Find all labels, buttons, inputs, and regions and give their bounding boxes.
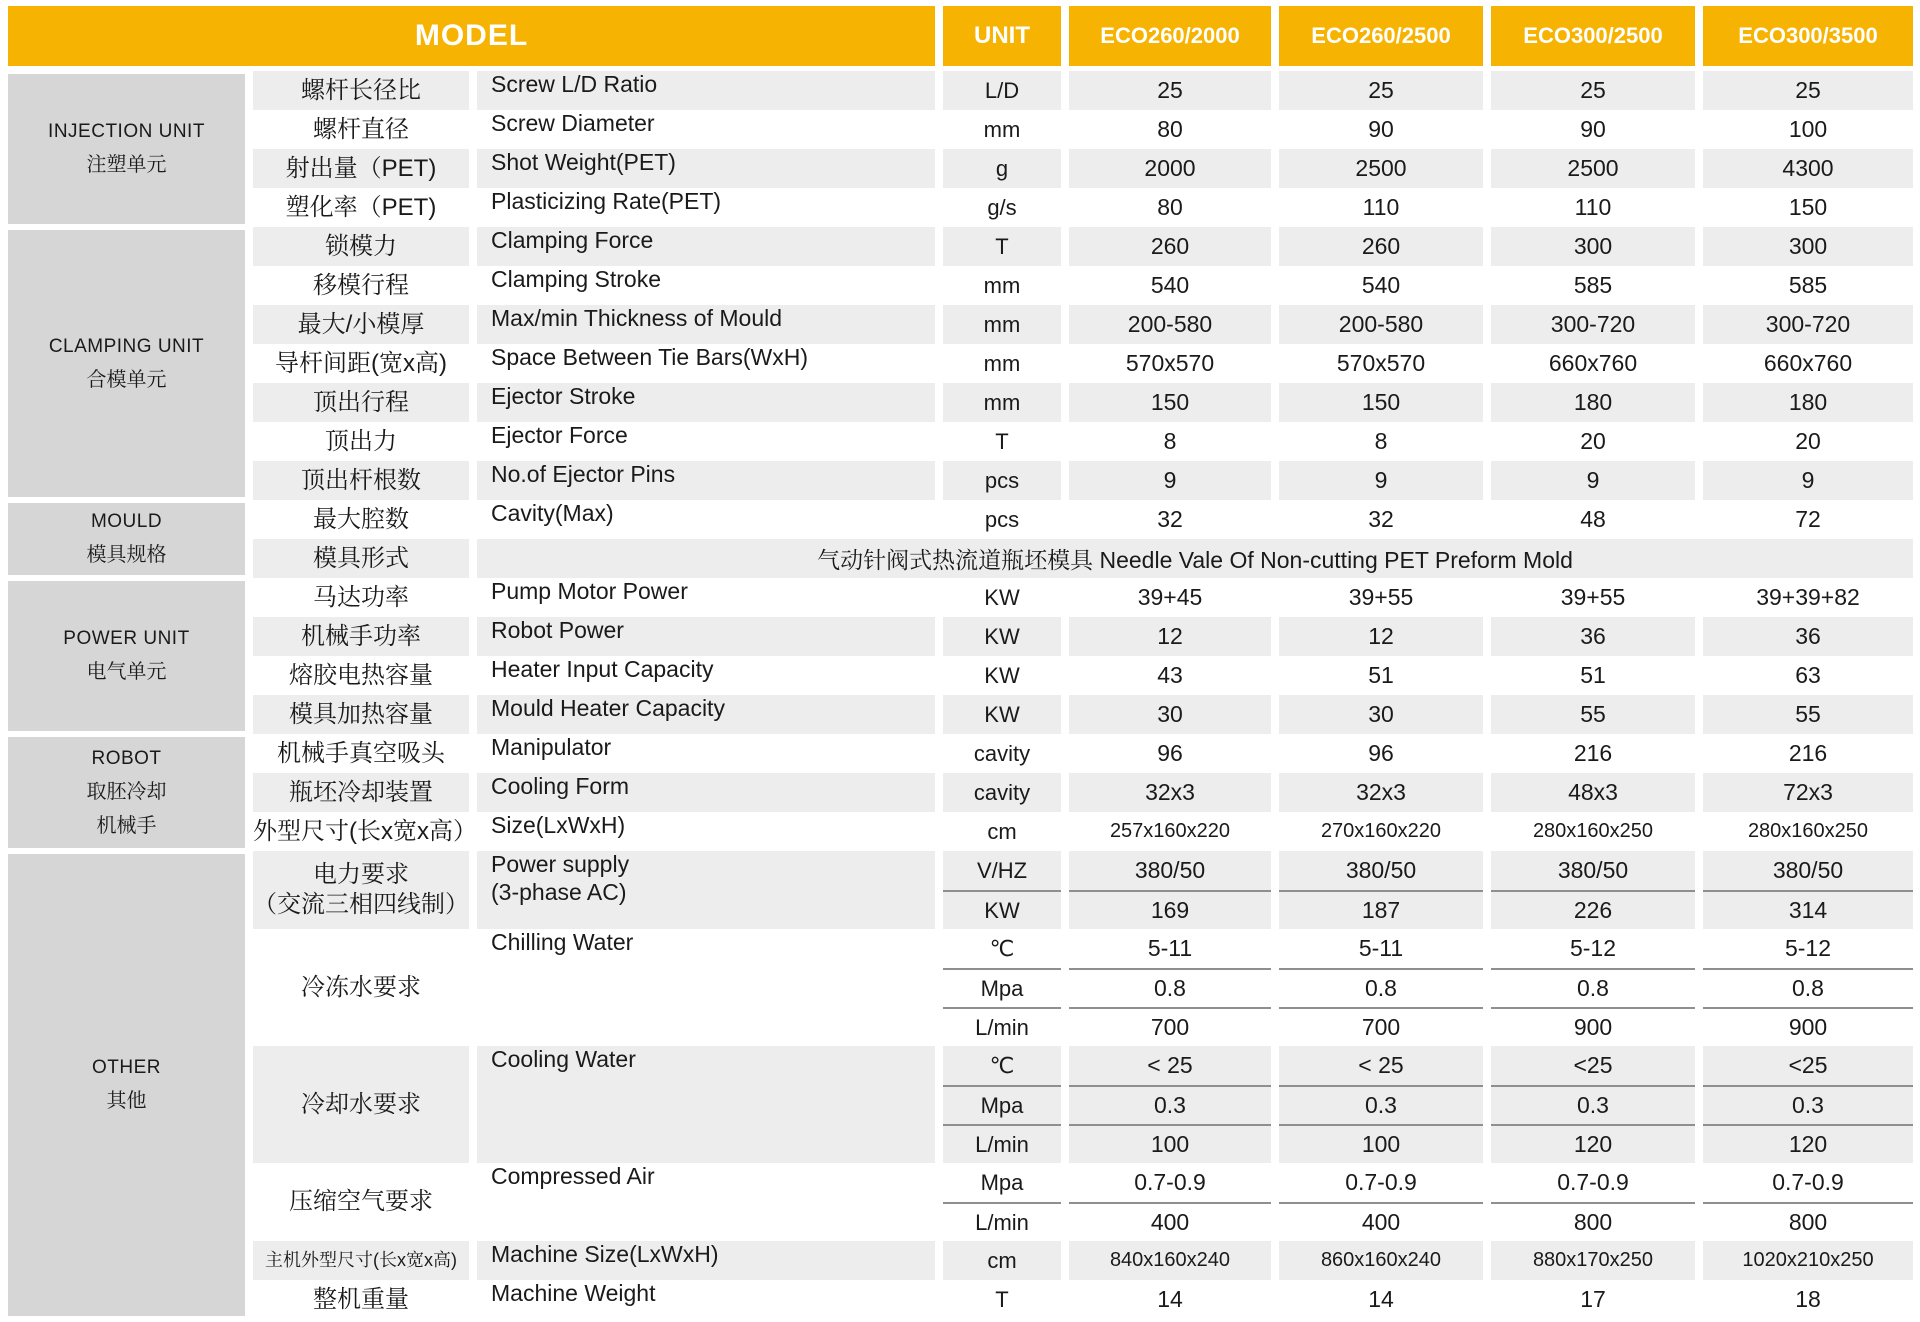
group-cell-injection-unit xyxy=(8,71,245,227)
row-label-en xyxy=(477,422,935,461)
row-label-en-line: Machine Weight xyxy=(491,1280,656,1306)
unit-cell: cavity xyxy=(943,734,1061,773)
row-label-zh-line: 最大腔数 xyxy=(313,505,409,533)
value-cell: 400 xyxy=(1069,1202,1271,1241)
value-cell: 380/50 xyxy=(1069,851,1271,890)
group-label xyxy=(8,737,245,848)
value-cell: 380/50 xyxy=(1491,851,1695,890)
value-cell: 48x3 xyxy=(1491,773,1695,812)
value-cell: 540 xyxy=(1069,266,1271,305)
row-label-en-line: Cavity(Max) xyxy=(491,500,614,526)
value-cell: 51 xyxy=(1279,656,1483,695)
row-label-zh xyxy=(253,812,477,851)
group-label-zh: 机械手 xyxy=(96,814,157,837)
row-label-zh xyxy=(253,773,469,812)
unit-cell: Mpa xyxy=(943,1085,1061,1124)
group-label-zh: 模具规格 xyxy=(86,544,167,566)
row-label-zh-line: 移模行程 xyxy=(313,271,409,299)
row-label-en-line: Shot Weight(PET) xyxy=(491,149,676,175)
row-label-zh xyxy=(253,734,469,773)
group-label-zh: 电气单元 xyxy=(86,661,167,683)
row-label-zh-line: 顶出杆根数 xyxy=(301,466,421,494)
value-cell: 25 xyxy=(1703,71,1913,110)
group-label-en: POWER UNIT xyxy=(63,628,190,649)
row-label-zh-line: 塑化率（PET) xyxy=(285,193,437,221)
model-column-header-eco300-2500: ECO300/2500 xyxy=(1491,6,1695,66)
value-cell: 32 xyxy=(1279,500,1483,539)
value-cell: 900 xyxy=(1703,1007,1913,1046)
row-label-zh-line: 电力要求 xyxy=(313,861,409,888)
unit-cell: mm xyxy=(943,344,1061,383)
row-label-en xyxy=(477,110,935,149)
value-cell: 257x160x220 xyxy=(1069,812,1271,851)
unit-cell: KW xyxy=(943,656,1061,695)
row-label-en-line: Pump Motor Power xyxy=(491,578,688,604)
row-label-zh-line: 机械手功率 xyxy=(301,622,421,650)
row-label-en xyxy=(477,500,935,539)
value-cell: 314 xyxy=(1703,890,1913,929)
unit-cell: cavity xyxy=(943,773,1061,812)
value-cell: 0.3 xyxy=(1279,1085,1483,1124)
value-cell: 540 xyxy=(1279,266,1483,305)
row-label-zh xyxy=(253,695,469,734)
section-clamping-unit xyxy=(8,227,1920,500)
row-label-en-line: Machine Size(LxWxH) xyxy=(491,1241,719,1267)
value-cell: 25 xyxy=(1069,71,1271,110)
row-label-zh xyxy=(253,149,469,188)
unit-cell: KW xyxy=(943,617,1061,656)
value-cell: 0.7-0.9 xyxy=(1069,1163,1271,1202)
unit-cell: mm xyxy=(943,383,1061,422)
row-label-en-line: Plasticizing Rate(PET) xyxy=(491,188,722,214)
unit-cell: mm xyxy=(943,266,1061,305)
value-cell: 226 xyxy=(1491,890,1695,929)
value-cell: 8 xyxy=(1279,422,1483,461)
row-label-zh-line: 马达功率 xyxy=(313,583,409,611)
merged-value-cell: 气动针阀式热流道瓶坯模具 Needle Vale Of Non-cutting PET Preform Mold xyxy=(477,539,1913,578)
group-label-zh: 合模单元 xyxy=(86,368,167,391)
row-label-en-line: Chilling Water xyxy=(491,929,634,955)
row-label-zh-line: 冷冻水要求 xyxy=(301,973,421,1001)
value-cell: 100 xyxy=(1703,110,1913,149)
value-cell: 216 xyxy=(1703,734,1913,773)
value-cell: 32 xyxy=(1069,500,1271,539)
row-label-en-line: Space Between Tie Bars(WxH) xyxy=(491,344,809,370)
group-label xyxy=(8,230,245,497)
value-cell: 80 xyxy=(1069,110,1271,149)
row-label-en-line: Screw Diameter xyxy=(491,110,655,136)
row-label-zh xyxy=(253,227,469,266)
value-cell: 900 xyxy=(1491,1007,1695,1046)
row-label-zh-line: 冷却水要求 xyxy=(301,1090,421,1118)
group-label xyxy=(8,74,245,224)
value-cell: 0.8 xyxy=(1069,968,1271,1007)
value-cell: 585 xyxy=(1491,266,1695,305)
value-cell: 0.8 xyxy=(1491,968,1695,1007)
model-column-header-eco260-2000: ECO260/2000 xyxy=(1069,6,1271,66)
value-cell: 96 xyxy=(1279,734,1483,773)
value-cell: 400 xyxy=(1279,1202,1483,1241)
row-label-zh-line: 模具加热容量 xyxy=(289,700,433,728)
value-cell: 120 xyxy=(1703,1124,1913,1163)
unit-cell: L/D xyxy=(943,71,1061,110)
value-cell: 260 xyxy=(1069,227,1271,266)
unit-cell: KW xyxy=(943,578,1061,617)
row-label-en xyxy=(477,1163,935,1241)
value-cell: 120 xyxy=(1491,1124,1695,1163)
value-cell: 25 xyxy=(1279,71,1483,110)
value-cell: 72 xyxy=(1703,500,1913,539)
row-label-zh xyxy=(253,1241,469,1280)
value-cell: 700 xyxy=(1069,1007,1271,1046)
row-label-en-line: Manipulator xyxy=(491,734,612,760)
row-label-en xyxy=(477,812,935,851)
value-cell: 0.3 xyxy=(1703,1085,1913,1124)
row-label-en xyxy=(477,734,935,773)
value-cell: 96 xyxy=(1069,734,1271,773)
row-label-zh xyxy=(253,851,469,929)
value-cell: 72x3 xyxy=(1703,773,1913,812)
table-header xyxy=(8,6,1920,66)
value-cell: 200-580 xyxy=(1069,305,1271,344)
value-cell: 5-12 xyxy=(1703,929,1913,968)
unit-cell: KW xyxy=(943,695,1061,734)
value-cell: 380/50 xyxy=(1279,851,1483,890)
value-cell: 5-12 xyxy=(1491,929,1695,968)
row-label-en xyxy=(477,929,935,1046)
value-cell: 840x160x240 xyxy=(1069,1241,1271,1280)
value-cell: 280x160x250 xyxy=(1703,812,1913,851)
row-label-zh xyxy=(253,1046,469,1163)
unit-cell: Mpa xyxy=(943,968,1061,1007)
unit-cell: T xyxy=(943,227,1061,266)
row-label-zh xyxy=(253,422,469,461)
unit-cell: mm xyxy=(943,305,1061,344)
row-label-zh-line: 最大/小模厚 xyxy=(297,310,425,338)
row-label-zh-line: 熔胶电热容量 xyxy=(289,661,433,689)
value-cell: 18 xyxy=(1703,1280,1913,1319)
value-cell: 0.7-0.9 xyxy=(1279,1163,1483,1202)
row-label-en xyxy=(477,695,935,734)
row-label-zh-line: 导杆间距(宽x高) xyxy=(275,349,447,377)
row-label-zh xyxy=(253,344,469,383)
value-cell: 110 xyxy=(1279,188,1483,227)
row-label-en xyxy=(477,305,935,344)
value-cell: <25 xyxy=(1491,1046,1695,1085)
row-label-en-line: Compressed Air xyxy=(491,1163,655,1189)
value-cell: 187 xyxy=(1279,890,1483,929)
unit-cell: Mpa xyxy=(943,1163,1061,1202)
model-header-cell: MODEL xyxy=(8,6,935,66)
value-cell: 12 xyxy=(1279,617,1483,656)
value-cell: 1020x210x250 xyxy=(1703,1241,1913,1280)
row-label-zh xyxy=(253,188,469,227)
unit-cell: ℃ xyxy=(943,929,1061,968)
group-label-en: INJECTION UNIT xyxy=(48,121,205,142)
value-cell: 800 xyxy=(1491,1202,1695,1241)
row-label-zh-line: 机械手真空吸头 xyxy=(277,739,445,767)
row-label-zh xyxy=(253,656,469,695)
value-cell: 8 xyxy=(1069,422,1271,461)
value-cell: 2500 xyxy=(1279,149,1483,188)
row-label-zh-line: 锁模力 xyxy=(325,232,397,260)
value-cell: 585 xyxy=(1703,266,1913,305)
value-cell: 216 xyxy=(1491,734,1695,773)
value-cell: 0.3 xyxy=(1491,1085,1695,1124)
group-label-en: OTHER xyxy=(92,1057,161,1078)
row-label-en xyxy=(477,344,935,383)
value-cell: 150 xyxy=(1069,383,1271,422)
value-cell: 169 xyxy=(1069,890,1271,929)
value-cell: 200-580 xyxy=(1279,305,1483,344)
unit-cell: L/min xyxy=(943,1124,1061,1163)
unit-cell: pcs xyxy=(943,500,1061,539)
value-cell: 55 xyxy=(1703,695,1913,734)
row-label-en-line: (3-phase AC) xyxy=(491,878,627,905)
row-label-en-line: Max/min Thickness of Mould xyxy=(491,305,783,331)
value-cell: 180 xyxy=(1491,383,1695,422)
value-cell: 43 xyxy=(1069,656,1271,695)
model-column-header-eco300-3500: ECO300/3500 xyxy=(1703,6,1913,66)
value-cell: 39+39+82 xyxy=(1703,578,1913,617)
unit-cell: cm xyxy=(943,812,1061,851)
value-cell: 380/50 xyxy=(1703,851,1913,890)
section-injection-unit xyxy=(8,71,1920,227)
row-label-zh xyxy=(253,617,469,656)
value-cell: 9 xyxy=(1279,461,1483,500)
value-cell: 570x570 xyxy=(1069,344,1271,383)
value-cell: 300 xyxy=(1703,227,1913,266)
row-label-en-line: Cooling Form xyxy=(491,773,630,799)
value-cell: 0.7-0.9 xyxy=(1491,1163,1695,1202)
row-label-zh-line: 外型尺寸(长x宽x高） xyxy=(253,817,477,845)
value-cell: 0.8 xyxy=(1703,968,1913,1007)
group-label-en: MOULD xyxy=(90,511,163,532)
row-label-en xyxy=(477,578,935,617)
value-cell: 180 xyxy=(1703,383,1913,422)
row-label-en-line: No.of Ejector Pins xyxy=(491,461,676,487)
value-cell: 14 xyxy=(1279,1280,1483,1319)
row-label-en xyxy=(477,1280,935,1319)
value-cell: 30 xyxy=(1069,695,1271,734)
row-label-zh-line: 射出量（PET) xyxy=(285,154,437,182)
section-mould xyxy=(8,500,1920,578)
value-cell: 51 xyxy=(1491,656,1695,695)
row-label-en-line: Screw L/D Ratio xyxy=(491,71,658,97)
group-label xyxy=(8,503,245,575)
row-label-en xyxy=(477,773,935,812)
group-label xyxy=(8,581,245,731)
group-label-zh: 其他 xyxy=(106,1090,147,1112)
value-cell: 36 xyxy=(1703,617,1913,656)
value-cell: 660x760 xyxy=(1703,344,1913,383)
group-cell-other xyxy=(8,851,245,1319)
value-cell: 25 xyxy=(1491,71,1695,110)
value-cell: 300-720 xyxy=(1703,305,1913,344)
value-cell: 280x160x250 xyxy=(1491,812,1695,851)
row-label-zh-line: 主机外型尺寸(长x宽x高) xyxy=(265,1250,457,1271)
row-label-en xyxy=(477,1241,935,1280)
value-cell: 32x3 xyxy=(1279,773,1483,812)
value-cell: 5-11 xyxy=(1279,929,1483,968)
row-label-zh-line: 顶出行程 xyxy=(313,388,409,416)
row-label-en-line: Size(LxWxH) xyxy=(491,812,626,838)
row-label-zh-line: （交流三相四线制） xyxy=(253,891,469,918)
value-cell: 4300 xyxy=(1703,149,1913,188)
row-label-en-line: Robot Power xyxy=(491,617,624,643)
row-label-en-line: Power supply xyxy=(491,851,630,877)
value-cell: 2500 xyxy=(1491,149,1695,188)
row-label-zh-line: 螺杆长径比 xyxy=(301,76,421,104)
value-cell: 150 xyxy=(1703,188,1913,227)
unit-cell: ℃ xyxy=(943,1046,1061,1085)
table-body xyxy=(8,71,1920,1319)
value-cell: 32x3 xyxy=(1069,773,1271,812)
value-cell: 260 xyxy=(1279,227,1483,266)
row-label-en xyxy=(477,149,935,188)
row-label-zh-line: 整机重量 xyxy=(313,1285,409,1313)
value-cell: 9 xyxy=(1491,461,1695,500)
section-power-unit xyxy=(8,578,1920,734)
unit-cell: pcs xyxy=(943,461,1061,500)
value-cell: 300-720 xyxy=(1491,305,1695,344)
unit-cell: L/min xyxy=(943,1007,1061,1046)
group-label-en: CLAMPING UNIT xyxy=(48,335,205,357)
row-label-zh-line: 压缩空气要求 xyxy=(289,1188,433,1215)
value-cell: 5-11 xyxy=(1069,929,1271,968)
value-cell: 20 xyxy=(1491,422,1695,461)
value-cell: 20 xyxy=(1703,422,1913,461)
value-cell: 30 xyxy=(1279,695,1483,734)
group-cell-power-unit xyxy=(8,578,245,734)
unit-cell: KW xyxy=(943,890,1061,929)
row-label-en-line: Clamping Stroke xyxy=(491,266,662,292)
group-cell-mould xyxy=(8,500,245,578)
value-cell: 0.3 xyxy=(1069,1085,1271,1124)
row-label-zh xyxy=(253,578,469,617)
unit-cell: mm xyxy=(943,110,1061,149)
value-cell: 9 xyxy=(1069,461,1271,500)
row-label-zh-line: 瓶坯冷却装置 xyxy=(289,778,433,806)
unit-cell: cm xyxy=(943,1241,1061,1280)
value-cell: < 25 xyxy=(1279,1046,1483,1085)
group-cell-clamping-unit xyxy=(8,227,245,500)
value-cell: 39+55 xyxy=(1279,578,1483,617)
row-label-zh xyxy=(253,71,469,110)
row-label-zh xyxy=(253,929,469,1046)
value-cell: 100 xyxy=(1279,1124,1483,1163)
value-cell: 570x570 xyxy=(1279,344,1483,383)
value-cell: 660x760 xyxy=(1491,344,1695,383)
row-label-en xyxy=(477,617,935,656)
row-label-en xyxy=(477,851,935,929)
value-cell: 36 xyxy=(1491,617,1695,656)
unit-cell: T xyxy=(943,1280,1061,1319)
value-cell: 880x170x250 xyxy=(1491,1241,1695,1280)
row-label-en xyxy=(477,461,935,500)
value-cell: 39+45 xyxy=(1069,578,1271,617)
value-cell: 2000 xyxy=(1069,149,1271,188)
row-label-zh xyxy=(253,1280,469,1319)
value-cell: 63 xyxy=(1703,656,1913,695)
value-cell: 9 xyxy=(1703,461,1913,500)
row-label-zh xyxy=(253,500,469,539)
row-label-en xyxy=(477,383,935,422)
value-cell: 17 xyxy=(1491,1280,1695,1319)
row-label-en-line: Ejector Force xyxy=(491,422,628,448)
unit-cell: V/HZ xyxy=(943,851,1061,890)
row-label-zh-line: 模具形式 xyxy=(313,544,409,572)
row-label-en xyxy=(477,227,935,266)
value-cell: 14 xyxy=(1069,1280,1271,1319)
row-label-zh-line: 螺杆直径 xyxy=(313,115,409,143)
row-label-zh xyxy=(253,461,469,500)
group-cell-robot xyxy=(8,734,245,851)
section-other xyxy=(8,851,1920,1319)
value-cell: 12 xyxy=(1069,617,1271,656)
value-cell: 150 xyxy=(1279,383,1483,422)
value-cell: 700 xyxy=(1279,1007,1483,1046)
row-label-en-line: Mould Heater Capacity xyxy=(491,695,725,721)
value-cell: 0.7-0.9 xyxy=(1703,1163,1913,1202)
row-label-en xyxy=(477,656,935,695)
value-cell: 80 xyxy=(1069,188,1271,227)
value-cell: 100 xyxy=(1069,1124,1271,1163)
row-label-en-line: Clamping Force xyxy=(491,227,654,253)
row-label-zh xyxy=(253,1163,469,1241)
value-cell: 0.8 xyxy=(1279,968,1483,1007)
row-label-en-line: Cooling Water xyxy=(491,1046,636,1072)
group-label-en: ROBOT xyxy=(91,747,162,769)
row-label-en xyxy=(477,1046,935,1163)
unit-cell: L/min xyxy=(943,1202,1061,1241)
value-cell: 300 xyxy=(1491,227,1695,266)
row-label-en xyxy=(477,266,935,305)
group-label-zh: 注塑单元 xyxy=(86,154,167,176)
group-label xyxy=(8,854,245,1316)
group-label-zh: 取胚冷却 xyxy=(86,780,167,803)
row-label-en xyxy=(477,71,935,110)
value-cell: 55 xyxy=(1491,695,1695,734)
section-robot xyxy=(8,734,1920,851)
value-cell: 800 xyxy=(1703,1202,1913,1241)
value-cell: 860x160x240 xyxy=(1279,1241,1483,1280)
value-cell: < 25 xyxy=(1069,1046,1271,1085)
value-cell: 270x160x220 xyxy=(1279,812,1483,851)
value-cell: 39+55 xyxy=(1491,578,1695,617)
row-label-zh xyxy=(253,383,469,422)
unit-cell: g/s xyxy=(943,188,1061,227)
value-cell: 90 xyxy=(1279,110,1483,149)
row-label-en xyxy=(477,188,935,227)
row-label-zh xyxy=(253,305,469,344)
value-cell: 110 xyxy=(1491,188,1695,227)
unit-header-cell: UNIT xyxy=(943,6,1061,66)
row-label-zh-line: 顶出力 xyxy=(325,427,397,455)
row-label-en-line: Heater Input Capacity xyxy=(491,656,714,682)
unit-cell: g xyxy=(943,149,1061,188)
model-column-header-eco260-2500: ECO260/2500 xyxy=(1279,6,1483,66)
row-label-en-line: Ejector Stroke xyxy=(491,383,636,409)
row-label-zh xyxy=(253,110,469,149)
unit-cell: T xyxy=(943,422,1061,461)
value-cell: <25 xyxy=(1703,1046,1913,1085)
value-cell: 90 xyxy=(1491,110,1695,149)
row-label-zh xyxy=(253,266,469,305)
value-cell: 48 xyxy=(1491,500,1695,539)
row-label-zh xyxy=(253,539,469,578)
